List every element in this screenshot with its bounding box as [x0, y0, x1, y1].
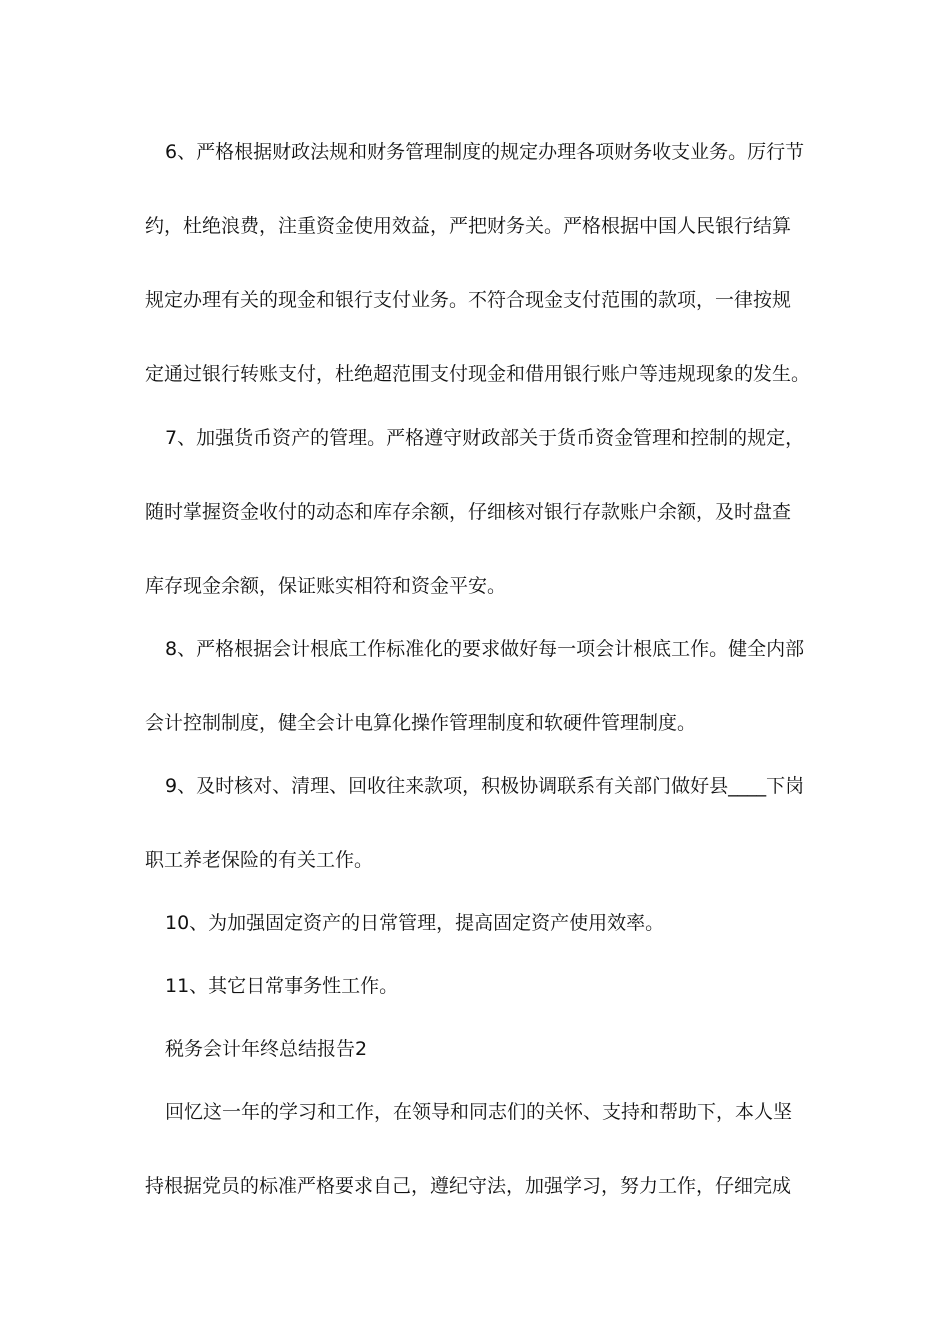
paragraph-11: 11、其它日常事务性工作。 — [165, 975, 399, 997]
section-heading: 税务会计年终总结报告2 — [165, 1038, 368, 1060]
paragraph-10: 10、为加强固定资产的日常管理，提高固定资产使用效率。 — [165, 912, 665, 934]
intro-paragraph-line-1: 回忆这一年的学习和工作，在领导和同志们的关怀、支持和帮助下，本人坚 — [165, 1101, 793, 1123]
paragraph-9-line-1: 9、及时核对、清理、回收往来款项，积极协调联系有关部门做好县____下岗 — [165, 775, 805, 797]
intro-paragraph-line-2: 持根据党员的标准严格要求自己，遵纪守法，加强学习，努力工作，仔细完成 — [145, 1175, 792, 1197]
paragraph-6-line-1: 6、严格根据财政法规和财务管理制度的规定办理各项财务收支业务。厉行节 — [165, 141, 805, 163]
paragraph-6-line-2: 约，杜绝浪费，注重资金使用效益，严把财务关。严格根据中国人民银行结算 — [145, 215, 792, 237]
paragraph-7-line-2: 随时掌握资金收付的动态和库存余额，仔细核对银行存款账户余额，及时盘查 — [145, 501, 792, 523]
paragraph-9-line-2: 职工养老保险的有关工作。 — [145, 849, 374, 871]
paragraph-7-line-3: 库存现金余额，保证账实相符和资金平安。 — [145, 575, 507, 597]
paragraph-7-line-1: 7、加强货币资产的管理。严格遵守财政部关于货币资金管理和控制的规定， — [165, 427, 805, 449]
paragraph-6-line-4: 定通过银行转账支付，杜绝超范围支付现金和借用银行账户等违规现象的发生。 — [145, 363, 811, 385]
paragraph-6-line-3: 规定办理有关的现金和银行支付业务。不符合现金支付范围的款项，一律按规 — [145, 289, 792, 311]
paragraph-8-line-1: 8、严格根据会计根底工作标准化的要求做好每一项会计根底工作。健全内部 — [165, 638, 805, 660]
paragraph-8-line-2: 会计控制制度，健全会计电算化操作管理制度和软硬件管理制度。 — [145, 712, 697, 734]
